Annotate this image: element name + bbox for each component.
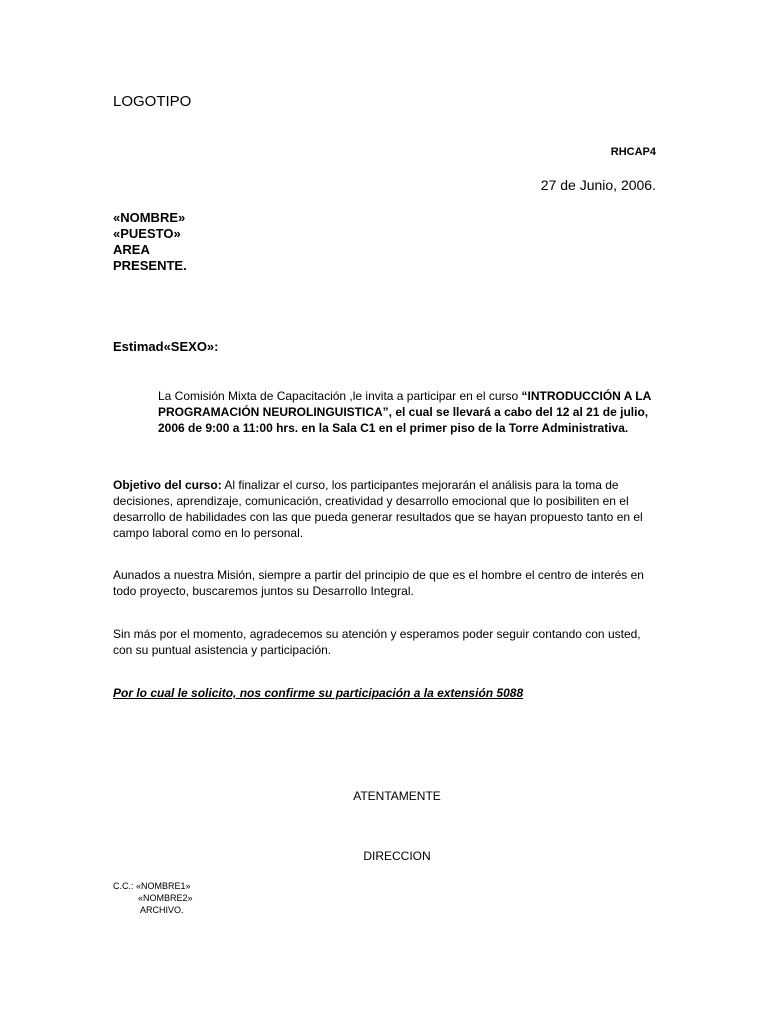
recipient-name: «NOMBRE» <box>113 210 186 225</box>
recipient-position: «PUESTO» <box>113 226 181 241</box>
confirmation-request: Por lo cual le solicito, nos confirme su participación a la extensión 5088 <box>113 686 524 700</box>
recipient-present: PRESENTE. <box>113 258 187 273</box>
farewell: ATENTAMENTE <box>353 789 441 803</box>
logo-placeholder: LOGOTIPO <box>113 93 192 110</box>
salutation: Estimad«SEXO»: <box>113 339 219 354</box>
carbon-copy-block <box>113 880 193 916</box>
cc-line-3: ARCHIVO. <box>140 905 184 915</box>
mission-paragraph: Aunados a nuestra Misión, siempre a partir del principio de que es el hombre el centro de interés en todo proyecto, buscaremos juntos su Desarrollo Integral. <box>113 568 644 598</box>
invitation-intro: La Comisión Mixta de Capacitación ,le invita a participar en el curso <box>158 389 522 403</box>
letter-date: 27 de Junio, 2006. <box>540 177 656 193</box>
reference-code: RHCAP4 <box>610 146 656 158</box>
signatory: DIRECCION <box>363 849 431 863</box>
closing-paragraph: Sin más por el momento, agradecemos su atención y esperamos poder seguir contando con usted, con su puntual asistencia y participación. <box>113 627 641 657</box>
objective-text: Al finalizar el curso, los participantes mejorarán el análisis para la toma de decisiones, aprendizaje, comunicación, creatividad y desarrollo emocional que lo posibiliten en el desarrollo de habilidades con las que pueda generar resultados que se hayan propuesto tanto en el campo laboral como en lo personal. <box>113 478 643 540</box>
cc-line-2: «NOMBRE2» <box>138 893 193 903</box>
recipient-area: AREA <box>113 242 150 257</box>
cc-line-1: C.C.: «NOMBRE1» <box>113 881 191 891</box>
objective-paragraph <box>113 477 658 541</box>
invitation-paragraph <box>158 388 658 436</box>
recipient-block <box>113 210 187 274</box>
objective-label: Objetivo del curso: <box>113 478 222 492</box>
course-details: “INTRODUCCIÓN A LA PROGRAMACIÓN NEUROLINGUISTICA”, el cual se llevará a cabo del 12 al 21 de julio, 2006 de 9:00 a 11:00 hrs. en la Sala C1 en el primer piso de la Torre Administrativa. <box>158 389 651 435</box>
